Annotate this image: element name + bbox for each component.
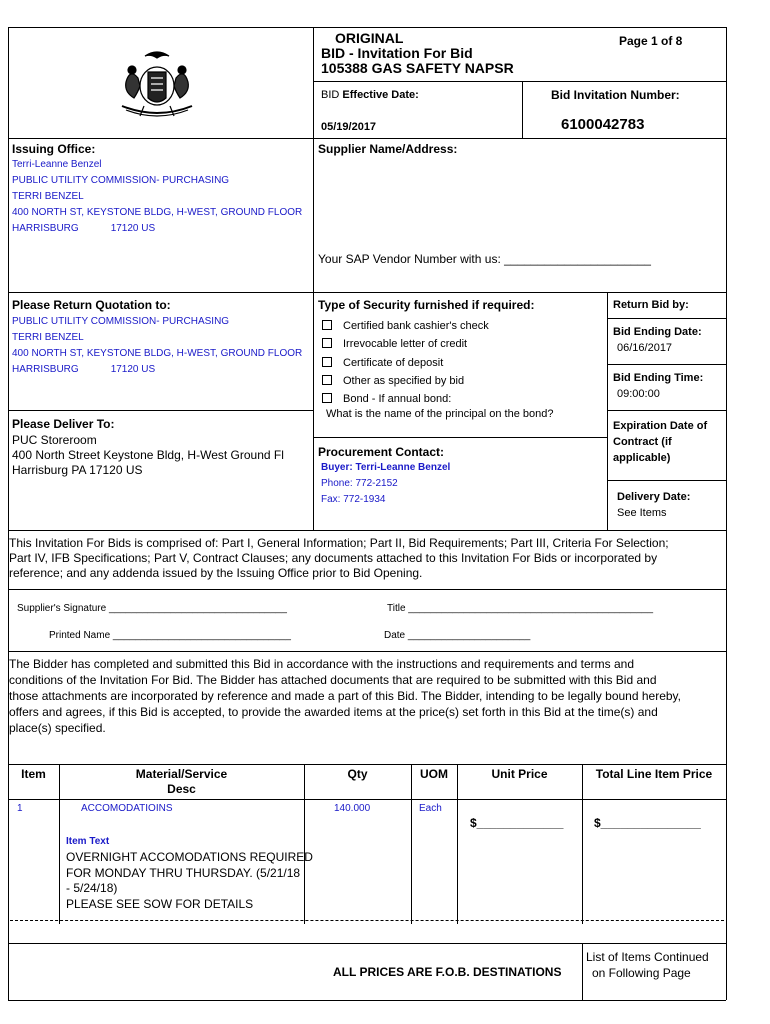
bid-name: 105388 GAS SAFETY NAPSR <box>321 60 514 76</box>
checkbox-icon[interactable] <box>322 320 332 330</box>
checkbox-icon[interactable] <box>322 357 332 367</box>
effective-date: 05/19/2017 <box>321 121 377 133</box>
row-item-number: 1 <box>17 803 23 814</box>
column-header-item: Item <box>21 767 46 781</box>
state-seal-icon <box>116 48 198 118</box>
issuing-office-label: Issuing Office: <box>12 142 96 156</box>
column-header-unit-price: Unit Price <box>491 767 548 781</box>
effective-date-label: BID Effective Date: <box>321 89 419 101</box>
return-bid-by-label: Return Bid by: <box>613 299 689 311</box>
doc-title: BID - Invitation For Bid <box>321 45 473 61</box>
ifb-description: This Invitation For Bids is comprised of: Part I, General Information; Part II, Bid Requirements; Part III, Criteria For Selection; Part IV, IFB Specifications; Part V, Contract Clauses; any documents attached to this Invitation For Bids or incorporated by reference; and any addenda issued by the Issuing Office prior to Bid Opening. <box>9 536 669 580</box>
column-header-material: Material/Service Desc <box>135 767 228 796</box>
printed-name-field[interactable]: Printed Name ________________________________ <box>49 630 291 641</box>
deliver-to-label: Please Deliver To: <box>12 417 115 431</box>
expiration-date-label: Expiration Date of Contract (if applicable) <box>613 420 708 464</box>
bid-ending-time-label: Bid Ending Time: <box>613 372 704 384</box>
bidder-statement: The Bidder has completed and submitted this Bid in accordance with the instructions and requirements and terms and conditions of the Invitation For Bid. The Bidder has attached documents that are required to be submitted with this Bid and those attachments are incorporated by reference and made a part of this Bid. The Bidder, intending to be legally bound hereby, offers and agrees, if this Bid is accepted, to provide the awarded items at the price(s) set forth in this Bid at the time(s) and place(s) specified. <box>9 657 681 735</box>
column-header-total: Total Line Item Price <box>595 767 713 781</box>
row-uom: Each <box>419 803 442 814</box>
security-option-cashiers-check[interactable]: Certified bank cashier's check <box>322 320 489 332</box>
item-text-label: Item Text <box>66 836 110 847</box>
security-type-label: Type of Security furnished if required: <box>318 298 535 312</box>
title-field[interactable]: Title ____________________________________________ <box>387 603 654 614</box>
checkbox-icon[interactable] <box>322 375 332 385</box>
total-price-field[interactable]: $_______________ <box>594 816 701 830</box>
security-option-bond[interactable]: Bond - If annual bond: <box>322 393 451 405</box>
security-option-certificate-of-deposit[interactable]: Certificate of deposit <box>322 357 443 369</box>
bid-number: 6100042783 <box>561 116 645 133</box>
page-indicator: Page 1 of 8 <box>619 34 683 48</box>
doc-type: ORIGINAL <box>335 30 404 46</box>
supplier-label: Supplier Name/Address: <box>318 142 458 156</box>
item-text-description: OVERNIGHT ACCOMODATIONS REQUIRED FOR MONDAY THRU THURSDAY. (5/21/18 - 5/24/18) PLEASE SEE SOW FOR DETAILS <box>66 850 313 911</box>
security-option-letter-of-credit[interactable]: Irrevocable letter of credit <box>322 338 467 350</box>
sap-vendor-number-field[interactable]: Your SAP Vendor Number with us: ______________________ <box>318 252 651 266</box>
procurement-contact-label: Procurement Contact: <box>318 445 445 459</box>
issuing-office-address: Terri-Leanne Benzel PUBLIC UTILITY COMMISSION- PURCHASING TERRI BENZEL 400 NORTH ST, KEYSTONE BLDG, H-WEST, GROUND FLOOR HARRISBURG 17120 US <box>12 159 303 234</box>
procurement-contact-info: Buyer: Terri-Leanne Benzel Phone: 772-2152 Fax: 772-1934 <box>321 462 451 505</box>
security-option-other[interactable]: Other as specified by bid <box>322 375 464 387</box>
bid-ending-time: 09:00:00 <box>617 388 660 400</box>
bid-number-label: Bid Invitation Number: <box>551 88 680 102</box>
row-material: ACCOMODATIOINS <box>81 803 173 814</box>
delivery-date-label: Delivery Date: <box>617 491 691 503</box>
row-qty: 140.000 <box>334 803 371 814</box>
unit-price-field[interactable]: $_____________ <box>470 816 564 830</box>
checkbox-icon[interactable] <box>322 338 332 348</box>
delivery-date: See Items <box>617 507 667 519</box>
column-header-qty: Qty <box>347 767 368 781</box>
supplier-signature-field[interactable]: Supplier's Signature ________________________________ <box>17 603 287 614</box>
items-continued-note: List of Items Continued on Following Page <box>586 950 709 980</box>
bid-ending-date-label: Bid Ending Date: <box>613 326 702 338</box>
checkbox-icon[interactable] <box>322 393 332 403</box>
bond-principal-question: What is the name of the principal on the bond? <box>326 408 554 420</box>
date-field[interactable]: Date ______________________ <box>384 630 531 641</box>
bid-ending-date: 06/16/2017 <box>617 342 673 354</box>
column-header-uom: UOM <box>420 767 448 781</box>
return-quotation-address: PUBLIC UTILITY COMMISSION- PURCHASING TERRI BENZEL 400 NORTH ST, KEYSTONE BLDG, H-WEST, GROUND FLOOR HARRISBURG 17120 US <box>12 316 303 375</box>
return-quotation-label: Please Return Quotation to: <box>12 298 171 312</box>
fob-destinations-note: ALL PRICES ARE F.O.B. DESTINATIONS <box>333 965 562 979</box>
deliver-to-address: PUC Storeroom 400 North Street Keystone Bldg, H-West Ground Fl Harrisburg PA 17120 US <box>12 433 284 477</box>
